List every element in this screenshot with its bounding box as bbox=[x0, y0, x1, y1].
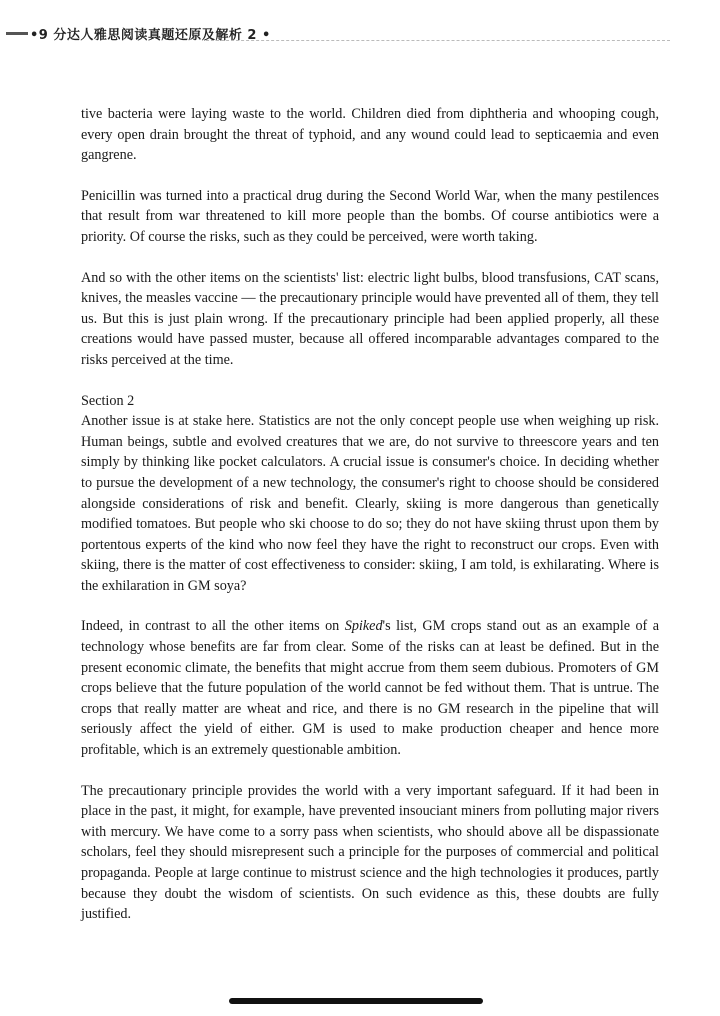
header-mark bbox=[6, 32, 28, 35]
paragraph-3: And so with the other items on the scientists' list: electric light bulbs, blood transfusions, CAT scans, knives, the measles vaccine — the precautionary principle would have prevented all of them, they tell us. But this is just plain wrong. If the precautionary principle had been applied properly, all these creations would have passed muster, because all offered incomparable advantages compared to the risks perceived at the time. bbox=[81, 269, 659, 368]
paragraph-5-start: Indeed, in contrast to all the other items on bbox=[81, 618, 345, 635]
paragraph-5-rest: 's list, GM crops stand out as an example of a technology whose benefits are far from clear. Some of the risks can at least be defined. But in the present economic climate, the benefits that might accrue from them seem dubious. Promoters of GM crops believe that the future population of the world cannot be fed without them. That is untrue. The crops that really matter are wheat and rice, and there is no GM research in the pipeline that will seriously affect the yield of either. GM is used to make production cheaper and hence more profitable, which is an extremely questionable ambition. bbox=[81, 618, 659, 759]
article-body bbox=[81, 104, 659, 945]
paragraph-4: Another issue is at stake here. Statistics are not the only concept people use when weighing up risk. Human beings, subtle and evolved creatures that we are, do not survive to threescore years and ten simply by thinking like pocket calculators. A crucial issue is consumer's choice. In deciding whether to pursue the development of a new technology, the consumer's right to choose should be considered alongside considerations of risk and benefit. Clearly, skiing is more dangerous than genetically modified tomatoes. But people who ski choose to do so; they do not have skiing thrust upon them by portentous experts of the kind who now feel they have the right to reconstruct our crops. Even with skiing, there is the matter of cost effectiveness to consider: skiing, I am told, is exhilarating. Where is the exhilaration in GM soya? bbox=[81, 413, 659, 594]
home-indicator[interactable] bbox=[229, 998, 483, 1004]
page-header bbox=[6, 22, 710, 52]
header-rule bbox=[206, 40, 670, 42]
paragraph-1: tive bacteria were laying waste to the world. Children died from diphtheria and whooping cough, every open drain brought the threat of typhoid, and any wound could lead to septicaemia and even gangrene. bbox=[81, 106, 659, 164]
section-heading: Section 2 bbox=[81, 392, 135, 409]
paragraph-6: The precautionary principle provides the world with a very important safeguard. If it had been in place in the past, it might, for example, have prevented insouciant miners from polluting major rivers with mercury. We have come to a sorry pass when scientists, who should above all be dispassionate scholars, feel they should misrepresent such a principle for the purposes of commercial and political propaganda. People at large continue to mistrust science and the high technologies it produces, partly because they doubt the wisdom of scientists. On such evidence as this, these doubts are fully justified. bbox=[81, 782, 659, 923]
paragraph-5 bbox=[81, 616, 659, 760]
header-title: •9 分达人雅思阅读真题还原及解析 2 • bbox=[30, 28, 271, 43]
paragraph-2: Penicillin was turned into a practical drug during the Second World War, when the many pestilences that result from war threatened to kill more people than the bombs. Of course antibiotics were a priority. Of course the risks, such as they could be perceived, were worth taking. bbox=[81, 187, 659, 245]
spiked-title: Spiked bbox=[344, 618, 383, 635]
